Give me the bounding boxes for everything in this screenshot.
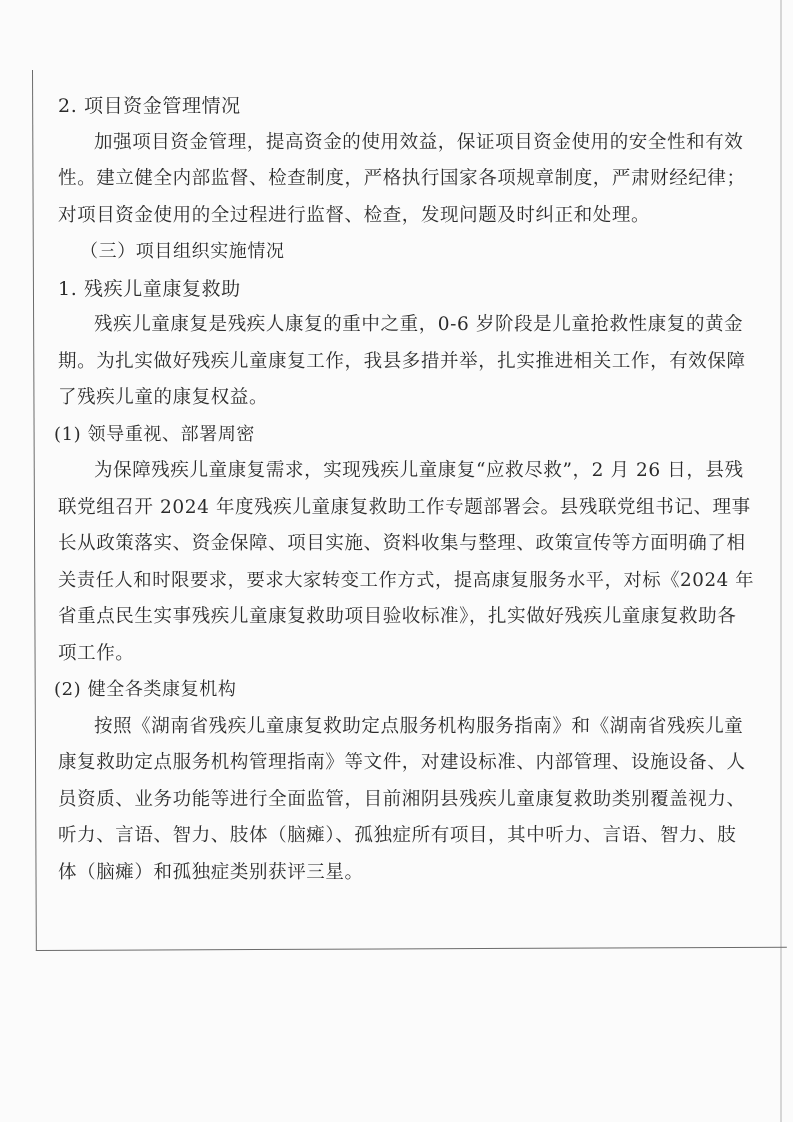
section-heading-fund-management: 2. 项目资金管理情况 bbox=[58, 95, 241, 117]
paragraph-line: 项工作。 bbox=[58, 642, 135, 664]
paragraph-line: 按照《湖南省残疾儿童康复救助定点服务机构服务指南》和《湖南省残疾儿童 bbox=[94, 715, 744, 737]
paragraph-line: 残疾儿童康复是残疾人康复的重中之重，0-6 岁阶段是儿童抢救性康复的黄金 bbox=[94, 314, 744, 335]
paragraph-line: 期。为扎实做好残疾儿童康复工作，我县多措并举，扎实推进相关工作，有效保障 bbox=[58, 350, 746, 372]
subsection-heading-institutions: (2) 健全各类康复机构 bbox=[54, 679, 237, 700]
paragraph-line: 听力、言语、智力、肢体（脑瘫）、孤独症所有项目，其中听力、言语、智力、肢 bbox=[58, 825, 737, 846]
subsection-heading-leadership: (1) 领导重视、部署周密 bbox=[54, 423, 256, 445]
paragraph-line: 省重点民生实事残疾儿童康复救助项目验收标准》，扎实做好残疾儿童康复救助各 bbox=[58, 606, 737, 627]
section-heading-implementation: （三）项目组织实施情况 bbox=[80, 241, 285, 262]
paragraph-line: 了残疾儿童的康复权益。 bbox=[58, 387, 269, 408]
paragraph-line: 为保障残疾儿童康复需求，实现残疾儿童康复“应救尽救”，2 月 26 日，县残 bbox=[94, 460, 744, 481]
paragraph-line: 加强项目资金管理，提高资金的使用效益，保证项目资金使用的安全性和有效 bbox=[94, 131, 744, 153]
document-body bbox=[42, 88, 754, 891]
paragraph-line: 长从政策落实、资金保障、项目实施、资料收集与整理、政策宣传等方面明确了相 bbox=[58, 533, 746, 554]
paragraph-line: 对项目资金使用的全过程进行监督、检查，发现问题及时纠正和处理。 bbox=[58, 204, 651, 226]
paragraph-line: 体（脑瘫）和孤独症类别获评三星。 bbox=[58, 861, 364, 883]
paragraph-line: 关责任人和时限要求，要求大家转变工作方式，提高康复服务水平，对标《2024 年 bbox=[58, 569, 755, 591]
paragraph-line: 性。建立健全内部监督、检查制度，严格执行国家各项规章制度，严肃财经纪律； bbox=[58, 168, 746, 189]
paragraph-line: 联党组召开 2024 年度残疾儿童康复救助工作专题部署会。县残联党组书记、理事 bbox=[58, 496, 751, 518]
paragraph-line: 康复救助定点服务机构管理指南》等文件，对建设标准、内部管理、设施设备、人 bbox=[58, 752, 746, 773]
section-heading-child-rehab: 1. 残疾儿童康复救助 bbox=[58, 277, 241, 300]
paragraph-line: 员资质、业务功能等进行全面监管，目前湘阴县残疾儿童康复救助类别覆盖视力、 bbox=[58, 788, 746, 810]
